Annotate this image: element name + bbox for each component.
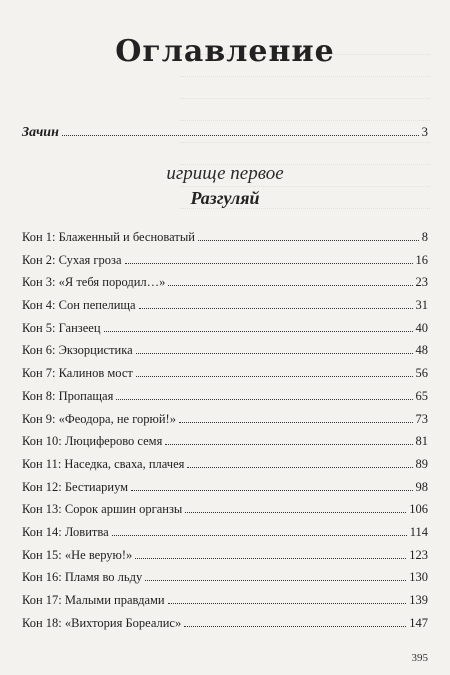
toc-entry-label: Кон 18: «Вихтория Бореалис» [22,615,182,630]
leader-dots [135,558,406,559]
toc-entry-page: 130 [409,570,428,585]
toc-entry-label: Кон 13: Сорок аршин органзы [22,502,183,517]
leader-dots [185,512,406,513]
toc-entry-label: Кон 11: Наседка, сваха, плачея [22,456,185,471]
toc-entry [22,343,428,366]
toc-entry-label: Кон 6: Экзорцистика [22,343,133,358]
toc-entry-label: Кон 14: Ловитва [22,524,109,539]
toc-entry-page: 89 [415,456,428,471]
leader-dots [116,399,412,400]
toc-entry-page: 56 [415,366,428,381]
leader-dots [136,353,413,354]
leader-dots [104,331,413,332]
toc-entry-page: 16 [415,252,428,267]
toc-entry [22,253,428,276]
leader-dots [139,308,413,309]
toc-entry-page: 8 [421,230,428,244]
leader-dots [198,240,419,241]
toc-entry [22,230,428,253]
toc-prologue-entry [22,124,428,141]
toc-entry-label: Кон 7: Калинов мост [22,366,133,381]
toc-entry [22,502,428,525]
toc-entry [22,366,428,389]
part-title: Разгуляй [190,188,260,208]
toc-entry-page: 31 [415,298,428,313]
toc-entry [22,616,428,639]
toc-entry-page: 114 [409,524,428,539]
toc-entry [22,457,428,480]
page-title: Оглавление [115,34,335,69]
toc-entry-page: 65 [415,388,428,403]
page-number: 395 [411,652,428,664]
toc-entry-page: 48 [415,343,428,358]
toc-entry-label: Кон 2: Сухая гроза [22,252,122,267]
toc-entry [22,434,428,457]
leader-dots [168,285,412,286]
toc-entry-page: 23 [415,275,428,290]
leader-dots [179,422,413,423]
toc-entry-label: Кон 5: Ганзеец [22,320,101,335]
toc-entry-page: 123 [409,547,428,562]
toc-entry [22,275,428,298]
toc-entry [22,593,428,616]
leader-dots [112,535,407,536]
toc-entry [22,525,428,548]
part-subtitle: игрище первое [166,163,284,184]
toc-list [22,230,428,638]
toc-entry-label: Кон 15: «Не верую!» [22,547,133,562]
leader-dots [125,263,413,264]
leader-dots [145,580,406,581]
toc-entry-label: Кон 9: «Феодора, не горюй!» [22,411,176,426]
toc-entry-page: 98 [415,479,428,494]
prologue-page: 3 [421,124,428,139]
toc-entry-label: Кон 10: Люциферово семя [22,434,163,449]
toc-entry-page: 81 [415,434,428,449]
toc-entry [22,570,428,593]
leader-dots [168,603,407,604]
toc-entry-page: 147 [409,615,428,630]
toc-entry [22,389,428,412]
toc-entry-label: Кон 4: Сон пепелища [22,298,136,313]
toc-entry-page: 40 [415,320,428,335]
leader-dots [165,444,412,445]
leader-dots [187,467,412,468]
leader-dots [184,626,406,627]
toc-entry-page: 73 [415,411,428,426]
toc-entry [22,548,428,571]
toc-entry-label: Кон 3: «Я тебя породил…» [22,275,166,290]
toc-entry-label: Кон 16: Пламя во льду [22,570,143,585]
toc-entry [22,321,428,344]
toc-entry-label: Кон 17: Малыми правдами [22,593,165,607]
toc-entry-label: Кон 1: Блаженный и бесноватый [22,230,195,244]
toc-entry-label: Кон 8: Пропащая [22,388,114,403]
toc-entry-page: 139 [409,593,428,607]
leader-dots [131,490,412,491]
prologue-label: Зачин [22,125,59,140]
leader-dots [62,135,419,136]
toc-entry-page: 106 [409,502,428,517]
toc-entry [22,480,428,503]
toc-entry [22,412,428,435]
toc-entry [22,298,428,321]
toc-entry-label: Кон 12: Бестиариум [22,479,129,494]
leader-dots [136,376,413,377]
